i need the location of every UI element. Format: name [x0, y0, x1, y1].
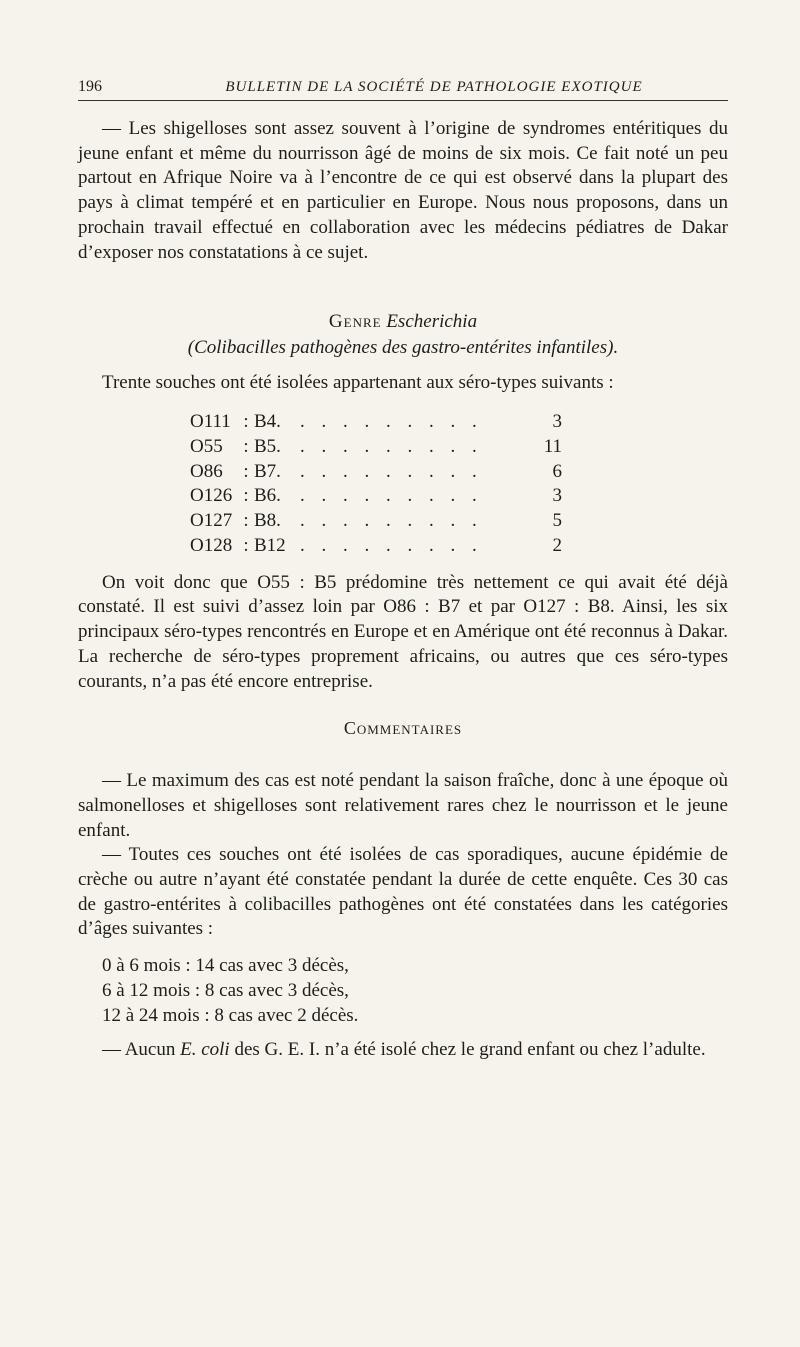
- serotype-count: 6: [552, 460, 562, 482]
- final-prefix: — Aucun: [102, 1039, 181, 1061]
- age-group-list: [78, 954, 728, 1028]
- leader-dots: . . . . . . . . .: [300, 435, 483, 457]
- separator: :: [243, 460, 249, 482]
- serotype-code: O127: [190, 510, 233, 532]
- serotype-code: O86: [190, 460, 223, 482]
- list-item: 0 à 6 mois : 14 cas avec 3 décès,: [102, 955, 349, 977]
- serotype-code: O111: [190, 410, 231, 432]
- section-heading-genre: [78, 309, 728, 361]
- leader-dots: . . . . . . . . .: [300, 410, 483, 432]
- table-row: [190, 509, 562, 534]
- serotype-count: 2: [552, 534, 562, 556]
- serotype-type: B12: [254, 534, 286, 556]
- genre-genus: Escherichia: [386, 311, 478, 333]
- separator: :: [243, 534, 249, 556]
- serotype-code: O55: [190, 435, 223, 457]
- serotype-type: B4.: [254, 410, 281, 432]
- paragraph-conclusion: On voit donc que O55 : B5 prédomine très nettement ce qui avait été déjà constaté. Il est suivi d’assez loin par O86 : B7 et par O127 : B8. Ainsi, les six principaux séro-types rencontrés en Europe et en Amérique ont été reconnus à Dakar. La recherche de séro-types proprement africains, ou autres que ces séro-types courants, n’a pas été encore entreprise.: [78, 571, 728, 692]
- paragraph-comment-1: — Le maximum des cas est noté pendant la saison fraîche, donc à une époque où salmonelloses et shigelloses sont relativement rares chez le nourrisson et le jeune enfant.: [78, 770, 728, 841]
- leader-dots: . . . . . . . . .: [300, 460, 483, 482]
- serotype-count: 11: [543, 435, 562, 457]
- page: [78, 78, 728, 1063]
- paragraph-intro: Trente souches ont été isolées appartenant aux séro-types suivants :: [102, 372, 614, 394]
- table-row: [190, 460, 562, 485]
- section-heading-commentaires: Commentaires: [343, 718, 463, 739]
- serotype-code: O128: [190, 534, 233, 556]
- table-row: [190, 435, 562, 460]
- running-title: BULLETIN DE LA SOCIÉTÉ DE PATHOLOGIE EXOTIQUE: [225, 79, 643, 95]
- serotype-type: B7.: [254, 460, 281, 482]
- genre-label: Genre: [328, 311, 382, 333]
- serotype-count: 3: [552, 485, 562, 507]
- table-row: [190, 534, 562, 559]
- paragraph-final: [78, 1038, 728, 1063]
- serotype-type: B8.: [254, 510, 281, 532]
- paragraph-shigelloses: — Les shigelloses sont assez souvent à l’origine de syndromes entéritiques du jeune enfant et même du nourrisson âgé de moins de six mois. Ce fait noté un peu partout en Afrique Noire va à l’encontre de ce qui est observé dans la plupart des pays à climat tempéré et en particulier en Europe. Nous nous proposons, dans un prochain travail effectué en collaboration avec les médecins pédiatres de Dakar d’exposer nos constatations à ce sujet.: [78, 118, 728, 263]
- table-row: [190, 484, 562, 509]
- final-suffix: des G. E. I. n’a été isolé chez le grand enfant ou chez l’adulte.: [229, 1039, 706, 1061]
- page-header: [78, 78, 728, 101]
- final-italic: E. coli: [180, 1039, 230, 1061]
- leader-dots: . . . . . . . . .: [300, 510, 483, 532]
- leader-dots: . . . . . . . . .: [300, 534, 483, 556]
- serotype-count: 5: [552, 510, 562, 532]
- separator: :: [243, 485, 249, 507]
- separator: :: [243, 410, 249, 432]
- serotype-type: B6.: [254, 485, 281, 507]
- serotype-count: 3: [552, 410, 562, 432]
- serotype-type: B5.: [254, 435, 281, 457]
- list-item: 6 à 12 mois : 8 cas avec 3 décès,: [102, 979, 349, 1001]
- list-item: 12 à 24 mois : 8 cas avec 2 décès.: [102, 1004, 359, 1026]
- serotype-table: [190, 410, 562, 559]
- separator: :: [243, 510, 249, 532]
- page-number: 196: [78, 78, 102, 95]
- paragraph-comment-2: — Toutes ces souches ont été isolées de cas sporadiques, aucune épidémie de crèche ou autre n’ayant été constatée pendant la durée de cette enquête. Ces 30 cas de gastro-entérites à colibacilles pathogènes ont été constatées dans les catégories d’âges suivantes :: [78, 844, 728, 940]
- genre-subtitle: (Colibacilles pathogènes des gastro-entérites infantiles).: [187, 337, 619, 359]
- serotype-code: O126: [190, 485, 233, 507]
- separator: :: [243, 435, 249, 457]
- leader-dots: . . . . . . . . .: [300, 485, 483, 507]
- table-row: [190, 410, 562, 435]
